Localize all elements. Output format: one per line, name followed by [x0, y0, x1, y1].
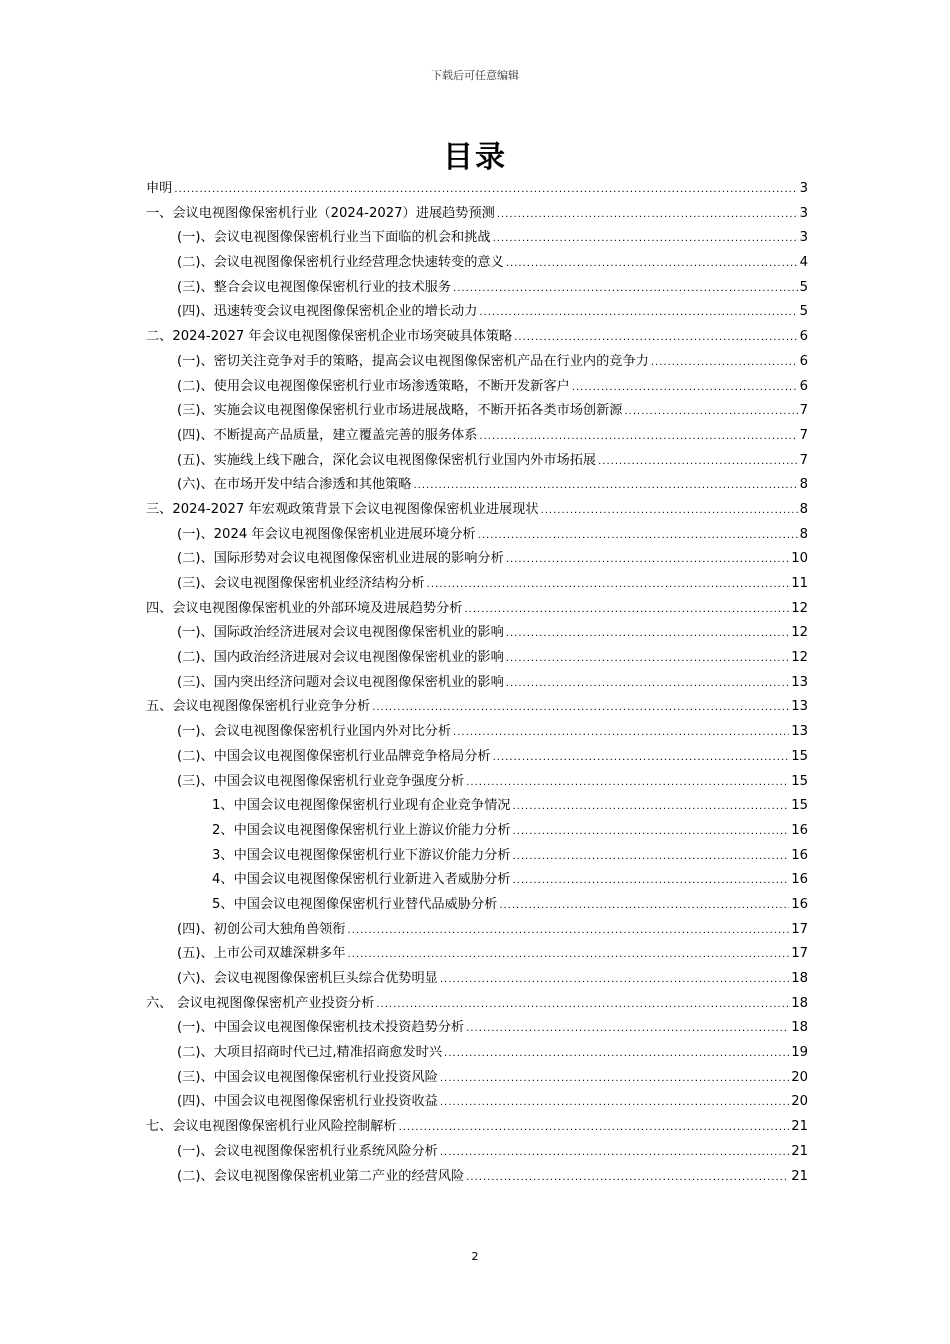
- toc-entry-page: 18: [791, 995, 808, 1011]
- header-note: 下载后可任意编辑: [431, 69, 519, 82]
- toc-entry[interactable]: [146, 720, 808, 745]
- toc-entry-text: 5、中国会议电视图像保密机行业替代品威胁分析: [212, 896, 498, 912]
- toc-entry-text: 三、2024-2027 年宏观政策背景下会议电视图像保密机业进展现状: [146, 501, 539, 517]
- toc-entry-text: 一、会议电视图像保密机行业（2024-2027）进展趋势预测: [146, 205, 495, 221]
- toc-entry[interactable]: [146, 597, 808, 622]
- dot-leader: [506, 548, 789, 573]
- toc-entry-page: 12: [791, 650, 808, 666]
- toc-entry[interactable]: [146, 325, 808, 350]
- toc-entry-text: (一)、密切关注竞争对手的策略，提高会议电视图像保密机产品在行业内的竞争力: [177, 353, 649, 369]
- toc-entry-text: (三)、中国会议电视图像保密机行业竞争强度分析: [177, 773, 465, 789]
- dot-leader: [479, 425, 797, 450]
- dot-leader: [348, 919, 790, 944]
- toc-entry-page: 10: [791, 551, 808, 567]
- dot-leader: [453, 721, 789, 746]
- toc-entry[interactable]: [146, 1090, 808, 1115]
- toc-entry-text: 二、2024-2027 年会议电视图像保密机企业市场突破具体策略: [146, 329, 513, 345]
- toc-entry-page: 13: [791, 674, 808, 690]
- toc-entry[interactable]: [146, 844, 808, 869]
- dot-leader: [453, 277, 798, 302]
- dot-leader: [572, 376, 798, 401]
- toc-entry[interactable]: [146, 819, 808, 844]
- toc-entry-page: 8: [799, 501, 808, 517]
- toc-entry[interactable]: [146, 671, 808, 696]
- toc-entry[interactable]: [146, 226, 808, 251]
- toc-entry-text: 七、会议电视图像保密机行业风险控制解析: [146, 1119, 397, 1135]
- toc-entry[interactable]: [146, 276, 808, 301]
- toc-entry-page: 16: [791, 872, 808, 888]
- toc-entry-text: (五)、上市公司双雄深耕多年: [177, 946, 346, 962]
- toc-entry-page: 19: [791, 1045, 808, 1061]
- toc-entry-text: (一)、会议电视图像保密机行业当下面临的机会和挑战: [177, 230, 491, 246]
- toc-entry-page: 6: [799, 378, 808, 394]
- toc-entry-page: 21: [791, 1119, 808, 1135]
- toc-entry[interactable]: [146, 695, 808, 720]
- toc-entry-text: (一)、会议电视图像保密机行业国内外对比分析: [177, 724, 452, 740]
- dot-leader: [479, 301, 797, 326]
- dot-leader: [506, 672, 789, 697]
- toc-entry[interactable]: [146, 646, 808, 671]
- dot-leader: [174, 178, 797, 203]
- toc-entry-text: 3、中国会议电视图像保密机行业下游议价能力分析: [212, 847, 511, 863]
- toc-entry-page: 3: [799, 181, 808, 196]
- toc-entry-page: 16: [791, 847, 808, 863]
- toc-entry-text: (三)、整合会议电视图像保密机行业的技术服务: [177, 279, 452, 295]
- toc-entry-text: (三)、中国会议电视图像保密机行业投资风险: [177, 1069, 438, 1085]
- toc-entry-page: 17: [791, 946, 808, 962]
- toc-entry-page: 5: [799, 304, 808, 320]
- toc-entry[interactable]: [146, 942, 808, 967]
- toc-entry[interactable]: [146, 992, 808, 1017]
- toc-entry-text: 六、 会议电视图像保密机产业投资分析: [146, 995, 375, 1011]
- dot-leader: [399, 1116, 790, 1141]
- toc-entry-text: 五、会议电视图像保密机行业竞争分析: [146, 699, 371, 715]
- toc-entry[interactable]: [146, 202, 808, 227]
- dot-leader: [348, 943, 790, 968]
- toc-entry-page: 8: [799, 477, 808, 493]
- toc-entry-page: 16: [791, 822, 808, 838]
- dot-leader: [624, 400, 797, 425]
- toc-entry[interactable]: [146, 399, 808, 424]
- toc-entry-page: 8: [799, 526, 808, 542]
- toc-entry[interactable]: [146, 1016, 808, 1041]
- toc-entry-page: 7: [799, 403, 808, 419]
- toc-entry-text: (二)、会议电视图像保密机业第二产业的经营风险: [177, 1168, 465, 1184]
- dot-leader: [513, 869, 790, 894]
- toc-entry-page: 20: [791, 1069, 808, 1085]
- dot-leader: [506, 647, 789, 672]
- toc-entry-page: 21: [791, 1168, 808, 1184]
- toc-entry[interactable]: [146, 473, 808, 498]
- toc-entry-text: 四、会议电视图像保密机业的外部环境及进展趋势分析: [146, 600, 463, 616]
- dot-leader: [493, 746, 790, 771]
- toc-entry-text: (四)、迅速转变会议电视图像保密机企业的增长动力: [177, 304, 478, 320]
- toc-entry-text: (二)、使用会议电视图像保密机行业市场渗透策略，不断开发新客户: [177, 378, 570, 394]
- toc-entry-text: 4、中国会议电视图像保密机行业新进入者威胁分析: [212, 872, 511, 888]
- dot-leader: [541, 499, 798, 524]
- toc-entry-page: 12: [791, 600, 808, 616]
- dot-leader: [440, 968, 789, 993]
- toc-entry-page: 6: [799, 329, 808, 345]
- dot-leader: [440, 1091, 789, 1116]
- toc-entry-text: (四)、初创公司大独角兽领衔: [177, 921, 346, 937]
- toc-entry[interactable]: [146, 868, 808, 893]
- toc-entry-text: (三)、实施会议电视图像保密机行业市场进展战略，不断开拓各类市场创新源: [177, 403, 623, 419]
- toc-entry[interactable]: [146, 1140, 808, 1165]
- toc-entry-page: 13: [791, 699, 808, 715]
- toc-entry-text: (六)、在市场开发中结合渗透和其他策略: [177, 477, 412, 493]
- dot-leader: [493, 227, 798, 252]
- toc-entry[interactable]: [146, 967, 808, 992]
- dot-leader: [513, 845, 790, 870]
- toc-entry-page: 18: [791, 971, 808, 986]
- toc-entry-text: (二)、国内政治经济进展对会议电视图像保密机业的影响: [177, 650, 504, 666]
- toc-entry-page: 3: [799, 230, 808, 246]
- toc-entry[interactable]: [146, 177, 808, 202]
- toc-entry-text: (一)、国际政治经济进展对会议电视图像保密机业的影响: [177, 625, 504, 641]
- toc-entry-text: (二)、中国会议电视图像保密机行业品牌竞争格局分析: [177, 748, 491, 764]
- toc-entry[interactable]: [146, 1115, 808, 1140]
- toc-entry-page: 16: [791, 896, 808, 912]
- toc-entry-page: 21: [791, 1143, 808, 1159]
- dot-leader: [413, 474, 797, 499]
- toc-entry[interactable]: [146, 1066, 808, 1091]
- toc-entry-text: 1、中国会议电视图像保密机行业现有企业竞争情况: [212, 798, 511, 814]
- toc-entry-text: (二)、会议电视图像保密机行业经营理念快速转变的意义: [177, 255, 504, 271]
- toc-entry-text: (二)、大项目招商时代已过,精准招商愈发时兴: [177, 1045, 443, 1061]
- dot-leader: [506, 252, 798, 277]
- toc-entry-text: (一)、中国会议电视图像保密机技术投资趋势分析: [177, 1020, 465, 1036]
- toc-entry-page: 5: [799, 279, 808, 295]
- toc-entry[interactable]: [146, 745, 808, 770]
- toc-entry-page: 4: [799, 255, 808, 271]
- toc-entry[interactable]: [146, 424, 808, 449]
- dot-leader: [376, 993, 789, 1018]
- dot-leader: [478, 524, 798, 549]
- dot-leader: [514, 326, 797, 351]
- dot-leader: [427, 573, 790, 598]
- dot-leader: [513, 820, 790, 845]
- toc-entry-text: (三)、国内突出经济问题对会议电视图像保密机业的影响: [177, 674, 504, 690]
- toc-entry[interactable]: [146, 449, 808, 474]
- toc-entry-page: 7: [799, 452, 808, 468]
- toc-entry-text: (四)、中国会议电视图像保密机行业投资收益: [177, 1094, 438, 1110]
- toc-entry[interactable]: [146, 523, 808, 548]
- toc-entry-text: (四)、不断提高产品质量，建立覆盖完善的服务体系: [177, 427, 478, 443]
- toc-entry[interactable]: [146, 498, 808, 523]
- toc-entry-page: 12: [791, 625, 808, 641]
- table-of-contents: [146, 177, 808, 1189]
- dot-leader: [497, 203, 798, 228]
- toc-entry[interactable]: [146, 300, 808, 325]
- toc-entry-text: 2、中国会议电视图像保密机行业上游议价能力分析: [212, 822, 511, 838]
- toc-entry[interactable]: [146, 770, 808, 795]
- toc-entry[interactable]: [146, 918, 808, 943]
- page-number: 2: [471, 1250, 479, 1263]
- dot-leader: [440, 1067, 789, 1092]
- toc-entry[interactable]: [146, 621, 808, 646]
- toc-entry-page: 15: [791, 798, 808, 814]
- toc-entry[interactable]: [146, 350, 808, 375]
- toc-entry-text: (一)、会议电视图像保密机行业系统风险分析: [177, 1143, 438, 1159]
- toc-entry[interactable]: [146, 794, 808, 819]
- toc-entry-page: 3: [799, 205, 808, 221]
- toc-entry-page: 15: [791, 773, 808, 789]
- dot-leader: [513, 795, 790, 820]
- dot-leader: [440, 1141, 789, 1166]
- dot-leader: [598, 450, 798, 475]
- toc-entry-page: 17: [791, 921, 808, 937]
- toc-entry-text: (三)、会议电视图像保密机业经济结构分析: [177, 576, 425, 591]
- toc-entry-text: (六)、会议电视图像保密机巨头综合优势明显: [177, 971, 438, 986]
- toc-entry-page: 15: [791, 748, 808, 764]
- dot-leader: [466, 1166, 789, 1191]
- toc-entry-page: 13: [791, 724, 808, 740]
- toc-entry-page: 11: [791, 576, 808, 591]
- toc-entry[interactable]: [146, 251, 808, 276]
- dot-leader: [651, 351, 798, 376]
- dot-leader: [499, 894, 789, 919]
- toc-entry-text: (五)、实施线上线下融合，深化会议电视图像保密机行业国内外市场拓展: [177, 452, 597, 468]
- toc-entry[interactable]: [146, 1165, 808, 1190]
- toc-title: 目录: [443, 140, 507, 175]
- dot-leader: [466, 1017, 789, 1042]
- toc-entry-text: (一)、2024 年会议电视图像保密机业进展环境分析: [177, 526, 476, 542]
- toc-entry-page: 7: [799, 427, 808, 443]
- toc-entry-text: (二)、国际形势对会议电视图像保密机业进展的影响分析: [177, 551, 504, 567]
- dot-leader: [506, 622, 789, 647]
- dot-leader: [372, 696, 789, 721]
- toc-entry-page: 18: [791, 1020, 808, 1036]
- toc-entry[interactable]: [146, 1041, 808, 1066]
- toc-entry-text: 申明: [146, 181, 173, 196]
- toc-entry[interactable]: [146, 547, 808, 572]
- toc-entry[interactable]: [146, 572, 808, 597]
- dot-leader: [465, 598, 790, 623]
- dot-leader: [466, 771, 789, 796]
- toc-entry[interactable]: [146, 893, 808, 918]
- toc-entry[interactable]: [146, 375, 808, 400]
- toc-entry-page: 6: [799, 353, 808, 369]
- toc-entry-page: 20: [791, 1094, 808, 1110]
- dot-leader: [444, 1042, 789, 1067]
